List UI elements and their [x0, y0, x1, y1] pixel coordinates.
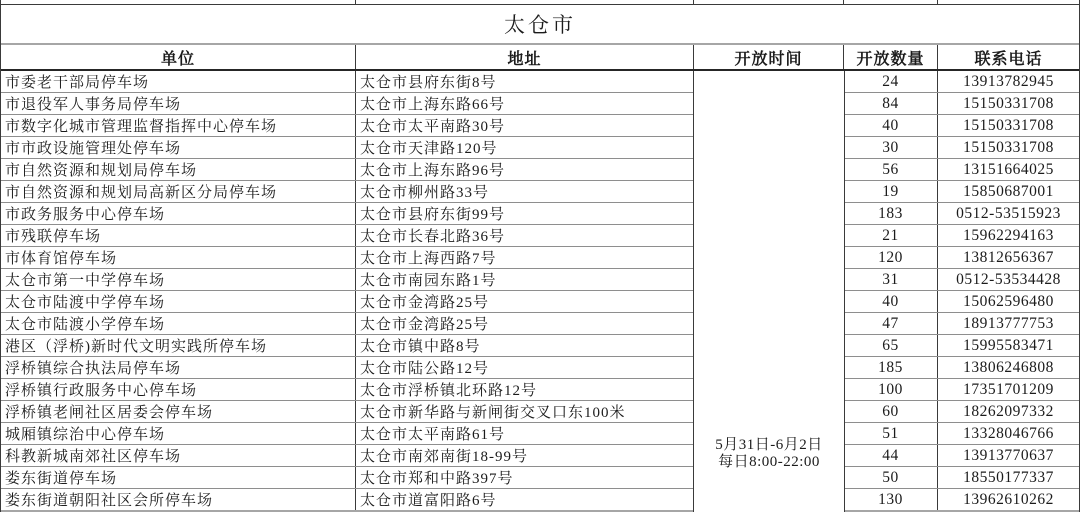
cell-address: 太仓市道富阳路6号 — [360, 493, 497, 509]
cell-unit: 太仓市陆渡中学停车场 — [1, 291, 356, 312]
cell-unit: 市数字化城市管理监督指挥中心停车场 — [1, 115, 356, 136]
table-row — [1, 423, 1079, 445]
cell-phone: 0512-53515923 — [956, 204, 1061, 222]
open-time-column-segment — [694, 247, 844, 268]
table-row — [1, 225, 1079, 247]
cell-unit: 市市政设施管理处停车场 — [1, 137, 356, 158]
cell-unit: 市自然资源和规划局高新区分局停车场 — [1, 181, 356, 202]
cell-unit: 浮桥镇综合执法局停车场 — [1, 357, 356, 378]
clipped-cell — [356, 0, 694, 4]
cell-address: 太仓市新华路与新闸街交叉口东100米 — [360, 405, 626, 421]
cell-phone: 15062596480 — [963, 292, 1054, 310]
cell-open-count: 65 — [844, 335, 938, 356]
cell-open-count: 19 — [844, 181, 938, 202]
table-row — [1, 357, 1079, 379]
open-time-column-segment — [694, 115, 844, 136]
cell-phone: 15150331708 — [963, 116, 1054, 134]
col-header-phone: 联系电话 — [974, 50, 1043, 68]
cell-phone: 18913777753 — [963, 314, 1054, 332]
cell-address: 太仓市金湾路25号 — [360, 317, 490, 333]
cell-address: 太仓市柳州路33号 — [360, 185, 490, 201]
table-row — [1, 159, 1079, 181]
cell-unit: 市体育馆停车场 — [1, 247, 356, 268]
cell-open-count: 56 — [844, 159, 938, 180]
col-header-open-count: 开放数量 — [844, 45, 938, 69]
cell-open-count: 183 — [844, 203, 938, 224]
cell-phone: 15850687001 — [963, 182, 1054, 200]
cell-open-count: 30 — [844, 137, 938, 158]
open-time-column-segment — [694, 291, 844, 312]
cell-unit: 市自然资源和规划局停车场 — [1, 159, 356, 180]
table-row — [1, 93, 1079, 115]
cell-open-count: 84 — [844, 93, 938, 114]
page-title: 太仓市 — [504, 13, 576, 37]
cell-open-count: 40 — [844, 291, 938, 312]
cell-unit: 市委老干部局停车场 — [1, 71, 356, 92]
cell-open-count: 44 — [844, 445, 938, 466]
open-time-column-segment — [694, 93, 844, 114]
open-time-column-segment — [694, 181, 844, 202]
table-row — [1, 203, 1079, 225]
cell-unit: 浮桥镇行政服务中心停车场 — [1, 379, 356, 400]
cell-unit: 浮桥镇老闸社区居委会停车场 — [1, 401, 356, 422]
cell-phone: 0512-53534428 — [956, 270, 1061, 288]
cell-address: 太仓市上海东路96号 — [360, 163, 506, 179]
clipped-cell — [938, 0, 1079, 4]
table-row — [1, 401, 1079, 423]
table-row — [1, 269, 1079, 291]
open-time-column-segment — [694, 401, 844, 422]
open-time-column-segment — [694, 357, 844, 378]
cell-phone: 15150331708 — [963, 94, 1054, 112]
cell-open-count: 130 — [844, 489, 938, 510]
open-time-column-segment — [694, 313, 844, 334]
cell-open-count: 120 — [844, 247, 938, 268]
cell-address: 太仓市县府东街99号 — [360, 207, 506, 223]
cell-unit: 太仓市第一中学停车场 — [1, 269, 356, 290]
table-row — [1, 71, 1079, 93]
col-header-open-time: 开放时间 — [694, 45, 844, 69]
cell-unit: 城厢镇综治中心停车场 — [1, 423, 356, 444]
open-time-column-segment — [694, 379, 844, 400]
cell-phone: 15995583471 — [963, 336, 1054, 354]
cell-address: 太仓市太平南路30号 — [360, 119, 506, 135]
open-time-column-segment — [694, 489, 844, 510]
cell-open-count: 185 — [844, 357, 938, 378]
cell-open-count: 47 — [844, 313, 938, 334]
clipped-cell — [1, 0, 356, 4]
cell-unit: 娄东街道朝阳社区会所停车场 — [1, 489, 356, 510]
open-time-column-segment — [694, 423, 844, 444]
table-row — [1, 379, 1079, 401]
open-time-column-segment — [694, 225, 844, 246]
cell-address: 太仓市上海东路66号 — [360, 97, 506, 113]
table-row — [1, 115, 1079, 137]
table-row — [1, 181, 1079, 203]
open-time-dates: 5月31日-6月2日 — [715, 437, 823, 453]
cell-address: 太仓市郑和中路397号 — [360, 471, 514, 487]
cell-address: 太仓市南郊南街18-99号 — [360, 449, 528, 465]
cell-open-count: 60 — [844, 401, 938, 422]
table-row — [1, 313, 1079, 335]
cell-open-count: 24 — [844, 71, 938, 92]
table-row — [1, 335, 1079, 357]
open-time-column-segment — [694, 159, 844, 180]
cell-open-count: 31 — [844, 269, 938, 290]
header-row — [1, 45, 1079, 71]
table-row — [1, 467, 1079, 489]
cell-open-count: 21 — [844, 225, 938, 246]
col-header-unit: 单位 — [1, 45, 356, 69]
table-row — [1, 137, 1079, 159]
open-time-hours: 每日8:00-22:00 — [718, 454, 820, 470]
cell-address: 太仓市上海西路7号 — [360, 251, 497, 267]
title-row — [1, 5, 1079, 45]
cell-phone: 13812656367 — [963, 248, 1054, 266]
cell-open-count: 51 — [844, 423, 938, 444]
cell-address: 太仓市浮桥镇北环路12号 — [360, 383, 538, 399]
cell-phone: 13913770637 — [963, 446, 1054, 464]
cell-phone: 13328046766 — [963, 424, 1054, 442]
table-row — [1, 247, 1079, 269]
clipped-cell — [844, 0, 938, 4]
cell-unit: 市退役军人事务局停车场 — [1, 93, 356, 114]
cell-address: 太仓市陆公路12号 — [360, 361, 490, 377]
cell-address: 太仓市金湾路25号 — [360, 295, 490, 311]
table-row — [1, 445, 1079, 467]
cell-open-count: 100 — [844, 379, 938, 400]
cell-phone: 15150331708 — [963, 138, 1054, 156]
cell-open-count: 40 — [844, 115, 938, 136]
cell-unit: 港区（浮桥)新时代文明实践所停车场 — [1, 335, 356, 356]
cell-phone: 18262097332 — [963, 402, 1054, 420]
cell-phone: 15962294163 — [963, 226, 1054, 244]
open-time-column-segment — [694, 203, 844, 224]
table-body — [1, 71, 1079, 512]
table-row — [1, 291, 1079, 313]
cell-phone: 13962610262 — [963, 490, 1054, 508]
cell-phone: 13913782945 — [963, 72, 1054, 90]
open-time-column-segment — [694, 335, 844, 356]
cell-unit: 市残联停车场 — [1, 225, 356, 246]
cell-address: 太仓市太平南路61号 — [360, 427, 506, 443]
open-time-column-segment — [694, 137, 844, 158]
cell-address: 太仓市天津路120号 — [360, 141, 498, 157]
clipped-cell — [694, 0, 844, 4]
cell-address: 太仓市南园东路1号 — [360, 273, 497, 289]
table-row — [1, 489, 1079, 510]
cell-phone: 13806246808 — [963, 358, 1054, 376]
open-time-column-segment — [694, 467, 844, 488]
cell-unit: 太仓市陆渡小学停车场 — [1, 313, 356, 334]
open-time-column-segment — [694, 71, 844, 92]
open-time-column-segment — [694, 269, 844, 290]
cell-open-count: 50 — [844, 467, 938, 488]
cell-phone: 18550177337 — [963, 468, 1054, 486]
cell-address: 太仓市长春北路36号 — [360, 229, 506, 245]
cell-unit: 娄东街道停车场 — [1, 467, 356, 488]
cell-unit: 市政务服务中心停车场 — [1, 203, 356, 224]
cell-unit: 科教新城南郊社区停车场 — [1, 445, 356, 466]
col-header-address: 地址 — [356, 45, 694, 69]
cell-phone: 13151664025 — [963, 160, 1054, 178]
open-time-column-segment — [694, 445, 844, 466]
cell-address: 太仓市县府东街8号 — [360, 75, 497, 91]
cell-phone: 17351701209 — [963, 380, 1054, 398]
cell-address: 太仓市镇中路8号 — [360, 339, 481, 355]
